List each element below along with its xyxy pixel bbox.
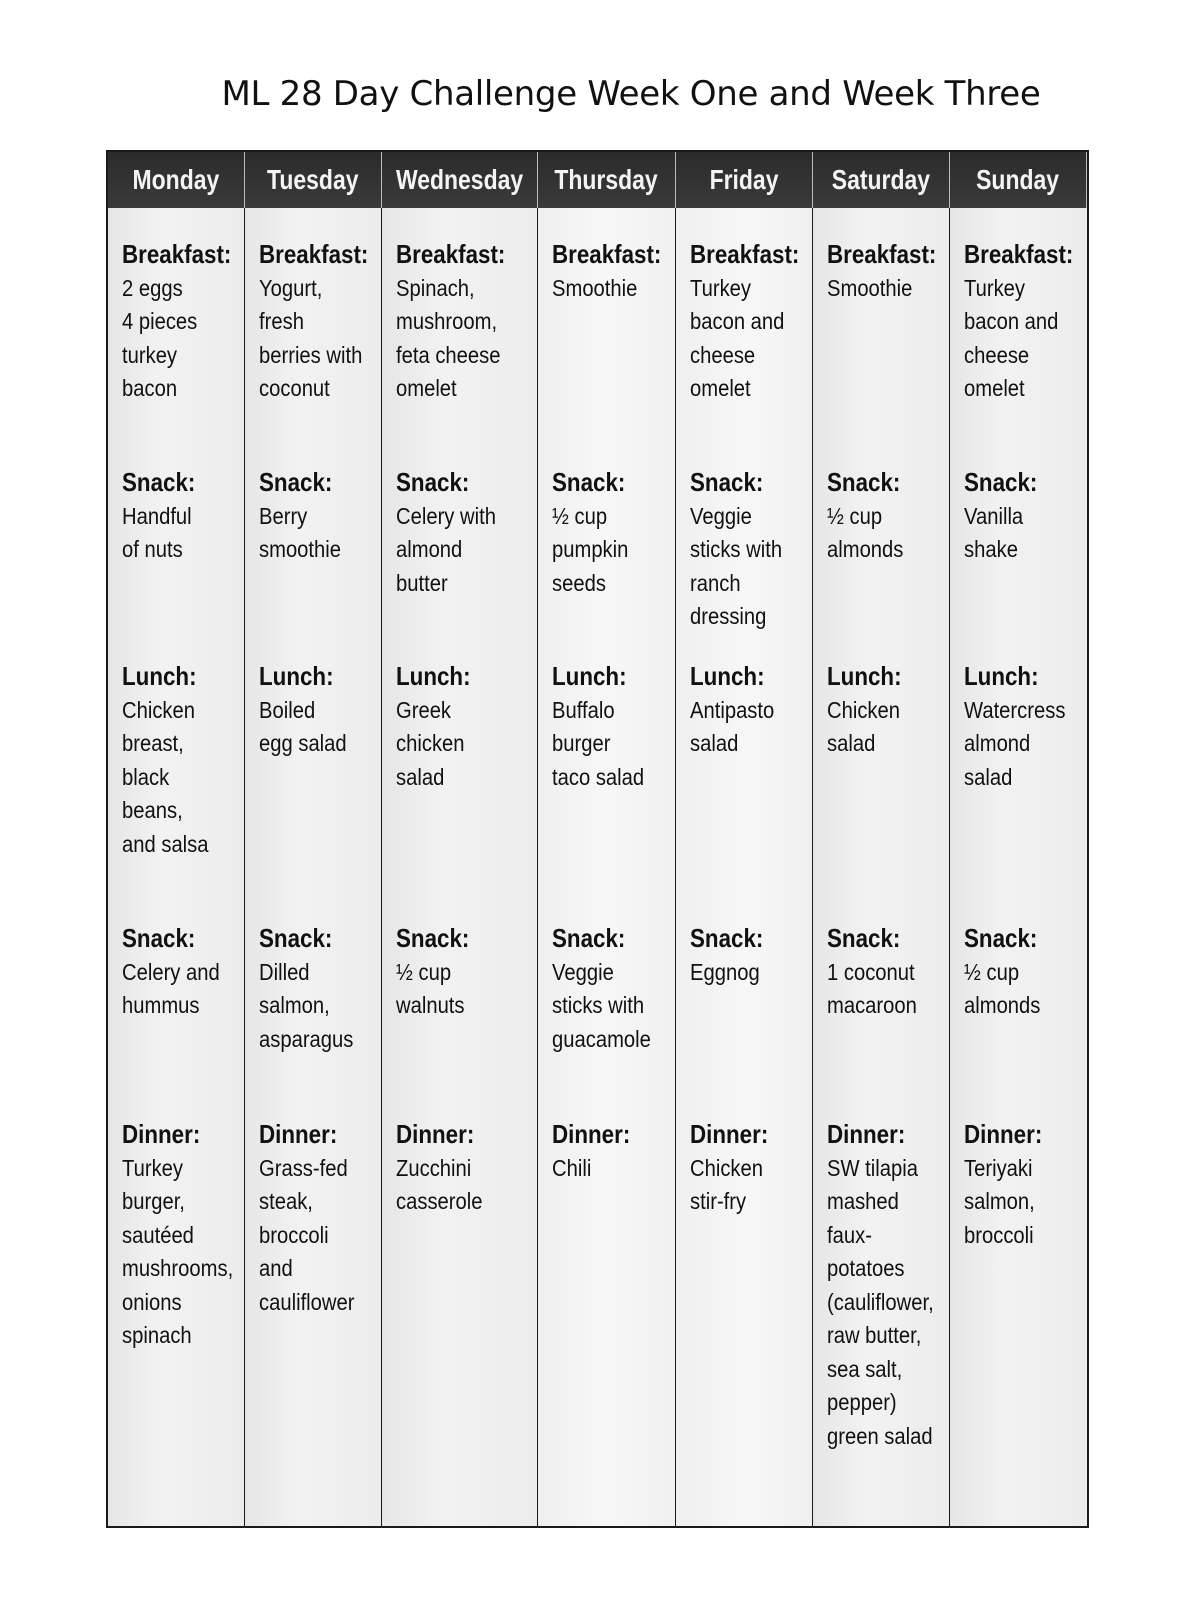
day-header-2 — [382, 152, 538, 208]
meal-entry — [690, 1118, 808, 1219]
meal-entry — [122, 1118, 240, 1353]
day-name: Thursday — [554, 164, 659, 195]
meal-label: Dinner: — [396, 1119, 475, 1149]
meal-label: Snack: — [963, 467, 1038, 497]
meal-label: Snack: — [963, 923, 1038, 953]
meal-plan-table — [106, 150, 1089, 1528]
meal-description: ½ cup almonds — [826, 502, 904, 562]
meal-label: Breakfast: — [122, 239, 232, 269]
meal-description: Chicken breast, black beans, and salsa — [122, 696, 209, 857]
meal-description: Grass-fed steak, broccoli and cauliflower — [259, 1154, 355, 1315]
meal-entry — [259, 1118, 377, 1319]
meal-label: Snack: — [122, 467, 196, 497]
meal-entry — [827, 238, 945, 305]
meal-entry — [259, 238, 377, 406]
meal-description: 2 eggs 4 pieces turkey bacon — [122, 274, 198, 401]
day-column-1 — [245, 208, 382, 1526]
day-column-6 — [950, 208, 1087, 1526]
meal-label: Lunch: — [963, 661, 1039, 691]
meal-label: Breakfast: — [552, 239, 662, 269]
meal-description: Celery with almond butter — [396, 502, 497, 596]
meal-description: Turkey bacon and cheese omelet — [689, 274, 784, 401]
day-name: Saturday — [831, 164, 930, 195]
meal-entry — [552, 1118, 670, 1185]
meal-label: Snack: — [259, 923, 333, 953]
meal-description: Veggie sticks with guacamole — [552, 958, 652, 1052]
meal-label: Lunch: — [259, 661, 334, 691]
page-title: ML 28 Day Challenge Week One and Week Three — [221, 74, 1041, 114]
meal-entry — [259, 660, 377, 761]
meal-description: Veggie sticks with ranch dressing — [689, 502, 782, 629]
meal-description: Yogurt, fresh berries with coconut — [259, 274, 363, 401]
meal-entry — [552, 660, 670, 794]
meal-description: Greek chicken salad — [396, 696, 465, 790]
day-name: Monday — [132, 164, 220, 195]
meal-label: Dinner: — [259, 1119, 338, 1149]
meal-description: ½ cup almonds — [963, 958, 1041, 1018]
day-column-5 — [813, 208, 950, 1526]
meal-entry — [690, 466, 808, 634]
meal-entry — [964, 466, 1083, 567]
day-header-4 — [676, 152, 813, 208]
meal-description: Turkey burger, sautéed mushrooms, onions spinach — [122, 1154, 234, 1348]
day-name: Tuesday — [267, 164, 359, 195]
meal-label: Breakfast: — [689, 239, 799, 269]
meal-description: Handful of nuts — [122, 502, 192, 562]
meal-label: Breakfast: — [396, 239, 506, 269]
meal-label: Lunch: — [689, 661, 765, 691]
meal-label: Dinner: — [552, 1119, 631, 1149]
meal-description: ½ cup walnuts — [396, 958, 465, 1018]
meal-entry — [964, 660, 1083, 794]
day-name: Wednesday — [396, 164, 524, 195]
meal-entry — [827, 466, 945, 567]
meal-label: Breakfast: — [826, 239, 937, 269]
meal-label: Snack: — [552, 923, 626, 953]
meal-label: Snack: — [396, 923, 470, 953]
meal-description: Zucchini casserole — [396, 1154, 483, 1214]
meal-label: Breakfast: — [259, 239, 369, 269]
day-column-3 — [538, 208, 675, 1526]
meal-entry — [259, 466, 377, 567]
meal-description: Berry smoothie — [259, 502, 342, 562]
meal-label: Snack: — [552, 467, 626, 497]
meal-description: Spinach, mushroom, feta cheese omelet — [396, 274, 501, 401]
meal-description: Vanilla shake — [963, 502, 1024, 562]
day-header-1 — [245, 152, 382, 208]
meal-label: Snack: — [826, 923, 901, 953]
meal-entry — [690, 922, 808, 989]
meal-entry — [827, 922, 945, 1023]
meal-entry — [964, 238, 1083, 406]
meal-entry — [552, 922, 670, 1056]
day-header-5 — [813, 152, 950, 208]
meal-description: Watercress almond salad — [963, 696, 1066, 790]
meal-entry — [552, 238, 670, 305]
meal-description: ½ cup pumpkin seeds — [552, 502, 629, 596]
day-column-2 — [382, 208, 538, 1526]
meal-entry — [122, 660, 240, 861]
meal-entry — [964, 922, 1083, 1023]
meal-label: Lunch: — [826, 661, 902, 691]
meal-entry — [964, 1118, 1083, 1252]
day-column-0 — [108, 208, 245, 1526]
meal-description: Eggnog — [689, 958, 760, 985]
meal-label: Dinner: — [122, 1119, 201, 1149]
meal-description: Buffalo burger taco salad — [552, 696, 645, 790]
meal-entry — [259, 922, 377, 1056]
meal-description: Chili — [552, 1154, 592, 1181]
meal-description: Smoothie — [826, 274, 913, 301]
meal-label: Snack: — [396, 467, 470, 497]
meal-entry — [827, 1118, 945, 1453]
meal-description: 1 coconut macaroon — [826, 958, 917, 1018]
meal-entry — [396, 922, 533, 1023]
meal-label: Lunch: — [122, 661, 197, 691]
meal-label: Breakfast: — [963, 239, 1074, 269]
meal-label: Snack: — [826, 467, 901, 497]
meal-description: Teriyaki salmon, broccoli — [963, 1154, 1035, 1248]
meal-label: Dinner: — [963, 1119, 1043, 1149]
meal-description: Celery and hummus — [122, 958, 220, 1018]
day-header-0 — [108, 152, 245, 208]
meal-entry — [396, 1118, 533, 1219]
meal-description: Chicken salad — [826, 696, 900, 756]
meal-label: Snack: — [689, 467, 763, 497]
meal-description: Antipasto salad — [689, 696, 774, 756]
meal-label: Lunch: — [552, 661, 627, 691]
meal-description: Boiled egg salad — [259, 696, 347, 756]
meal-description: SW tilapia mashed faux- potatoes (cauliflower, raw butter, sea salt, pepper) green salad — [826, 1154, 934, 1449]
meal-entry — [690, 660, 808, 761]
day-header-6 — [950, 152, 1087, 208]
day-header-3 — [538, 152, 675, 208]
meal-entry — [396, 238, 533, 406]
meal-label: Snack: — [259, 467, 333, 497]
meal-description: Turkey bacon and cheese omelet — [963, 274, 1059, 401]
meal-label: Snack: — [689, 923, 763, 953]
day-column-4 — [676, 208, 813, 1526]
meal-entry — [396, 660, 533, 794]
meal-description: Dilled salmon, asparagus — [259, 958, 354, 1052]
meal-label: Dinner: — [689, 1119, 768, 1149]
meal-label: Lunch: — [396, 661, 471, 691]
meal-entry — [552, 466, 670, 600]
meal-entry — [396, 466, 533, 600]
meal-label: Snack: — [122, 923, 196, 953]
meal-description: Smoothie — [552, 274, 638, 301]
meal-entry — [122, 238, 240, 406]
day-name: Friday — [709, 164, 779, 195]
meal-entry — [122, 466, 240, 567]
meal-entry — [827, 660, 945, 761]
meal-label: Dinner: — [826, 1119, 905, 1149]
meal-entry — [690, 238, 808, 406]
meal-description: Chicken stir-fry — [689, 1154, 763, 1214]
meal-entry — [122, 922, 240, 1023]
day-name: Sunday — [976, 164, 1060, 195]
